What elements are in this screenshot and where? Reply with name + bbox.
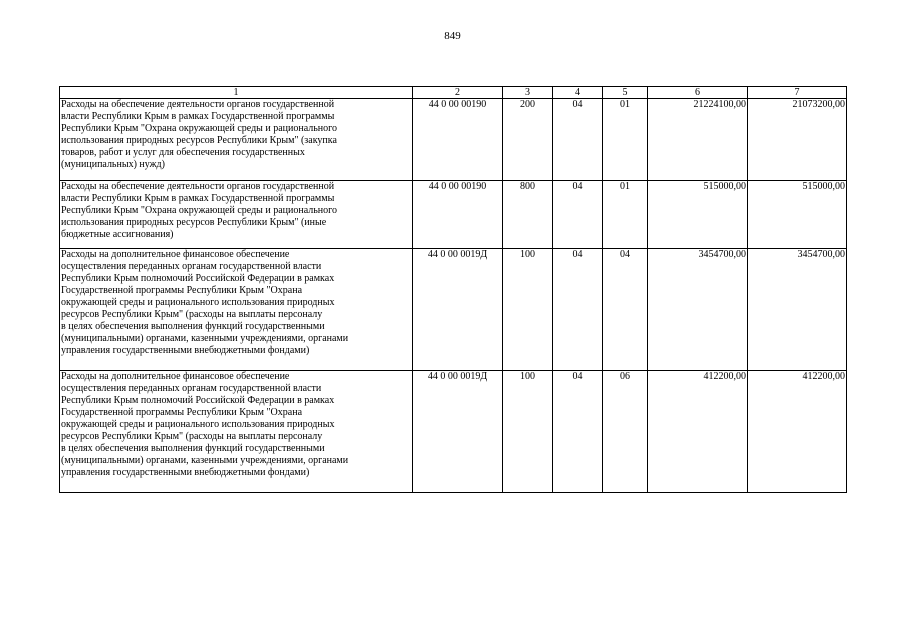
column-header: 1 [60, 87, 413, 99]
row-code: 44 0 00 0019Д [413, 371, 503, 493]
row-section: 04 [553, 371, 603, 493]
row-subsection: 04 [603, 249, 648, 371]
row-subsection: 06 [603, 371, 648, 493]
row-amount-2: 412200,00 [748, 371, 847, 493]
column-header: 3 [503, 87, 553, 99]
row-expense-type: 100 [503, 249, 553, 371]
row-code: 44 0 00 00190 [413, 99, 503, 181]
row-expense-type: 800 [503, 181, 553, 249]
table-row [60, 99, 847, 181]
column-header: 6 [648, 87, 748, 99]
page-number: 849 [444, 30, 461, 42]
row-subsection: 01 [603, 99, 648, 181]
row-description: Расходы на обеспечение деятельности органов государственной власти Республики Крым в рамках Государственной программы Республики Крым "Охрана окружающей среды и рационального использования природных ресурсов Республики Крым" (иные бюджетные ассигнования) [60, 181, 413, 249]
row-amount-2: 21073200,00 [748, 99, 847, 181]
row-amount-1: 21224100,00 [648, 99, 748, 181]
row-amount-1: 412200,00 [648, 371, 748, 493]
table-row [60, 371, 847, 493]
row-amount-2: 3454700,00 [748, 249, 847, 371]
row-description: Расходы на обеспечение деятельности органов государственной власти Республики Крым в рамках Государственной программы Республики Крым "Охрана окружающей среды и рационального использования природных ресурсов Республики Крым" (закупка товаров, работ и услуг для обеспечения государственных (муниципальных) нужд) [60, 99, 413, 181]
row-subsection: 01 [603, 181, 648, 249]
column-header: 2 [413, 87, 503, 99]
table-header-row [60, 87, 847, 99]
column-header: 5 [603, 87, 648, 99]
row-expense-type: 100 [503, 371, 553, 493]
row-code: 44 0 00 00190 [413, 181, 503, 249]
column-header: 7 [748, 87, 847, 99]
table-row [60, 181, 847, 249]
row-expense-type: 200 [503, 99, 553, 181]
table-row [60, 249, 847, 371]
row-code: 44 0 00 0019Д [413, 249, 503, 371]
row-section: 04 [553, 249, 603, 371]
row-description: Расходы на дополнительное финансовое обеспечение осуществления переданных органам государственной власти Республики Крым полномочий Российской Федерации в рамках Государственной программы Республики Крым "Охрана окружающей среды и рационального использования природных ресурсов Республики Крым" (расходы на выплаты персоналу в целях обеспечения выполнения функций государственными (муниципальными) органами, казенными учреждениями, органами управления государственными внебюджетными фондами) [60, 371, 413, 493]
row-amount-1: 515000,00 [648, 181, 748, 249]
budget-table [59, 86, 847, 493]
row-amount-1: 3454700,00 [648, 249, 748, 371]
row-description: Расходы на дополнительное финансовое обеспечение осуществления переданных органам государственной власти Республики Крым полномочий Российской Федерации в рамках Государственной программы Республики Крым "Охрана окружающей среды и рационального использования природных ресурсов Республики Крым" (расходы на выплаты персоналу в целях обеспечения выполнения функций государственными (муниципальными) органами, казенными учреждениями, органами управления государственными внебюджетными фондами) [60, 249, 413, 371]
row-section: 04 [553, 181, 603, 249]
row-amount-2: 515000,00 [748, 181, 847, 249]
row-section: 04 [553, 99, 603, 181]
column-header: 4 [553, 87, 603, 99]
